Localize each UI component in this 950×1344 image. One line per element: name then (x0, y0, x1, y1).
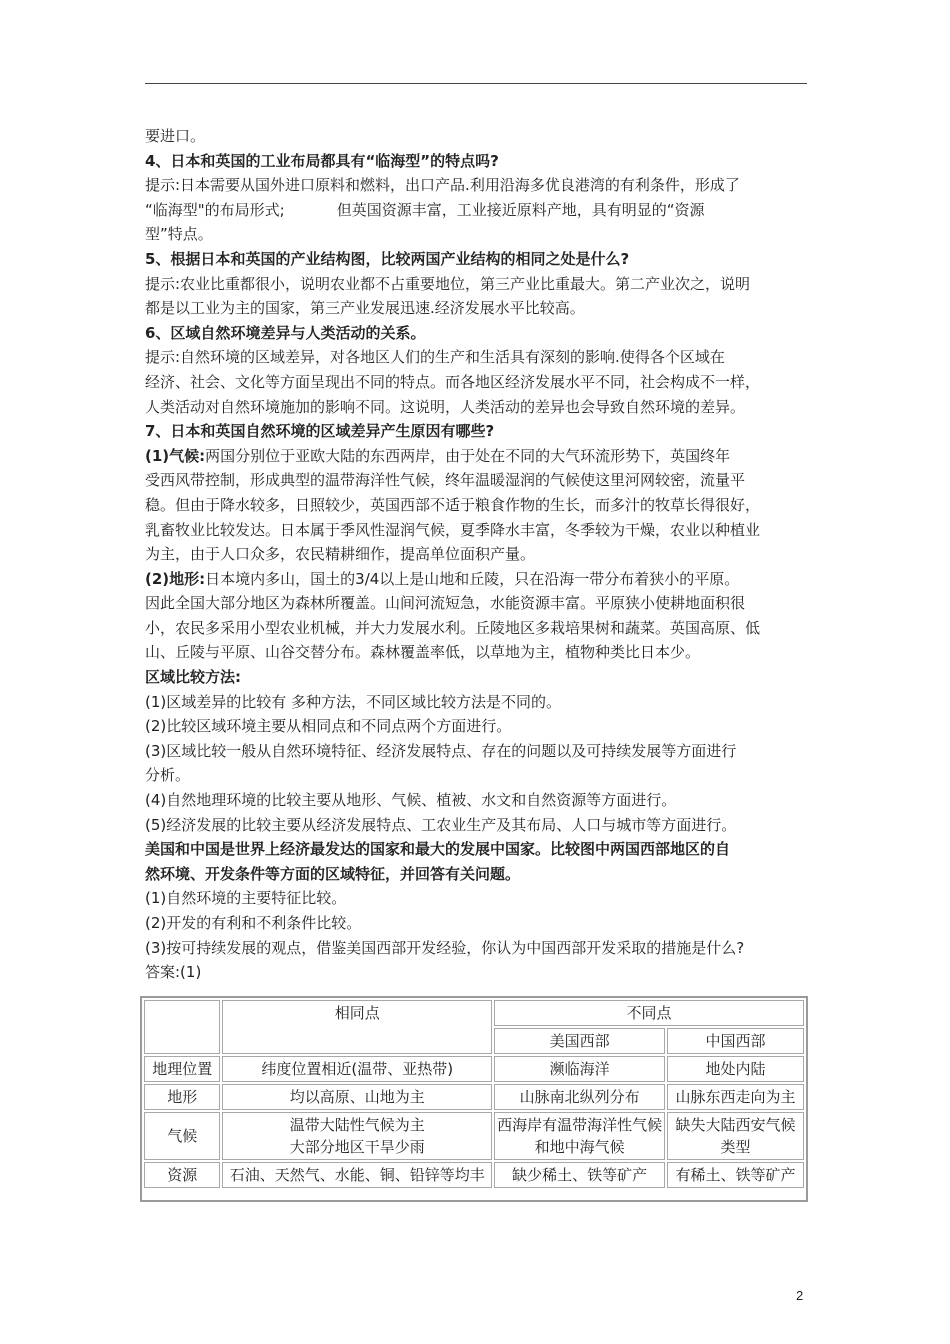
row-label: 地理位置 (144, 1056, 220, 1082)
text-line: (4)自然地理环境的比较主要从地形、气候、植被、水文和自然资源等方面进行。 (145, 791, 677, 810)
header-diff-cell: 不同点 (494, 1000, 804, 1026)
cn-cell: 山脉东西走向为主 (667, 1084, 804, 1110)
text-line: “临海型"的布局形式; 但英国资源丰富，工业接近原料产地，具有明显的“资源 (145, 200, 705, 219)
cn-cell: 有稀土、铁等矿产 (667, 1162, 804, 1188)
text-line: (2)比较区域环境主要从相同点和不同点两个方面进行。 (145, 717, 512, 736)
text-line: 提示:农业比重都很小，说明农业都不占重要地位，第三产业比重最大。第二产业次之，说明 (145, 274, 751, 293)
us-cell: 山脉南北纵列分布 (494, 1084, 665, 1110)
same-cell: 石油、天然气、水能、铜、铅锌等均丰 (222, 1162, 492, 1188)
page-number: 2 (796, 1288, 804, 1303)
text-line: (2)开发的有利和不利条件比较。 (145, 914, 362, 932)
text-line: (3)按可持续发展的观点，借鉴美国西部开发经验，你认为中国西部开发采取的措施是什么? (145, 938, 745, 957)
same-cell: 均以高原、山地为主 (222, 1084, 492, 1110)
text-line: 为主，由于人口众多，农民精耕细作，提高单位面积产量。 (145, 545, 536, 564)
text-line: (3)区域比较一般从自然环境特征、经济发展特点、存在的问题以及可持续发展等方面进行 (145, 741, 737, 760)
text-line: 小，农民多采用小型农业机械，并大力发展水利。丘陵地区多栽培果树和蔬菜。英国高原、低 (145, 618, 761, 637)
question-heading: 然环境、开发条件等方面的区域特征，并回答有关问题。 (145, 864, 521, 883)
text-line: 山、丘陵与平原、山谷交替分布。森林覆盖率低，以草地为主，植物种类比日本少。 (145, 643, 701, 662)
text-line: 要进口。 (145, 127, 206, 145)
same-line: 温带大陆性气候为主 (289, 1116, 425, 1134)
table-row (144, 1162, 804, 1188)
table-corner-cell (144, 1000, 220, 1054)
us-cell: 濒临海洋 (494, 1056, 665, 1082)
text-line: 提示:日本需要从国外进口原料和燃料，出口产品.利用沿海多优良港湾的有利条件，形成了 (145, 176, 740, 195)
text-line: (1)自然环境的主要特征比较。 (145, 889, 347, 908)
text-line: (5)经济发展的比较主要从经济发展特点、工农业生产及其布局、人口与城市等方面进行。 (145, 815, 737, 834)
text-line: 分析。 (145, 766, 191, 785)
text-line: (1)气候:两国分别位于亚欧大陆的东西两岸，由于处在不同的大气环流形势下，英国终年 (145, 446, 731, 465)
cn-cell: 地处内陆 (667, 1056, 804, 1082)
question-heading: 6、区域自然环境差异与人类活动的关系。 (145, 323, 426, 342)
question-heading: 7、日本和英国自然环境的区域差异产生原因有哪些? (145, 422, 495, 441)
text-line: (2)地形:日本境内多山，国土的3/4以上是山地和丘陵，只在沿海一带分布着狭小的平原。 (145, 569, 740, 588)
text-line: 受西风带控制，形成典型的温带海洋性气候，终年温暖湿润的气候使这里河网较密，流量平 (145, 471, 746, 490)
same-cell: 纬度位置相近(温带、亚热带) (222, 1056, 492, 1082)
comparison-table (140, 996, 808, 1202)
header-same-cell: 相同点 (222, 1000, 492, 1054)
text-line: 型”特点。 (145, 225, 213, 244)
table-row (144, 1056, 804, 1082)
row-label: 地形 (144, 1084, 220, 1110)
text-line: 稳。但由于降水较多，日照较少，英国西部不适于粮食作物的生长，而多汁的牧草长得很好， (145, 495, 761, 514)
question-heading: 4、日本和英国的工业布局都具有“临海型”的特点吗? (145, 151, 499, 170)
us-cell: 西海岸有温带海洋性气候和地中海气候 (494, 1112, 665, 1160)
text-line: (1)区域差异的比较有 多种方法，不同区域比较方法是不同的。 (145, 692, 562, 711)
row-label: 资源 (144, 1162, 220, 1188)
text-line: 因此全国大部分地区为森林所覆盖。山间河流短急，水能资源丰富。平原狭小使耕地面积很 (145, 594, 746, 613)
us-cell: 缺少稀土、铁等矿产 (494, 1162, 665, 1188)
text-line: 人类活动对自然环境施加的影响不同。这说明，人类活动的差异也会导致自然环境的差异。 (145, 397, 746, 416)
cn-cell: 缺失大陆西安气候类型 (667, 1112, 804, 1160)
header-rule (145, 83, 807, 84)
question-heading: 5、根据日本和英国的产业结构图，比较两国产业结构的相同之处是什么? (145, 249, 630, 268)
subheader-cn-west: 中国西部 (667, 1028, 804, 1054)
text-line: 经济、社会、文化等方面呈现出不同的特点。而各地区经济发展水平不同，社会构成不一样， (145, 372, 761, 391)
text-line: 都是以工业为主的国家，第三产业发展迅速.经济发展水平比较高。 (145, 299, 585, 318)
row-label: 气候 (144, 1112, 220, 1160)
text-line: 提示:自然环境的区域差异，对各地区人们的生产和生活具有深刻的影响.使得各个区域在 (145, 348, 725, 367)
subheader-us-west: 美国西部 (494, 1028, 665, 1054)
same-cell (222, 1112, 492, 1160)
section-heading: 区域比较方法: (145, 668, 241, 687)
answer-label: 答案:(1) (145, 963, 202, 982)
document-body (145, 124, 815, 985)
text-line: 乳畜牧业比较发达。日本属于季风性湿润气候，夏季降水丰富，冬季较为干燥，农业以种植业 (145, 520, 761, 539)
question-heading: 美国和中国是世界上经济最发达的国家和最大的发展中国家。比较图中两国西部地区的自 (145, 840, 731, 859)
same-line: 大部分地区干旱少雨 (289, 1138, 425, 1156)
table-row (144, 1112, 804, 1160)
table-row (144, 1084, 804, 1110)
